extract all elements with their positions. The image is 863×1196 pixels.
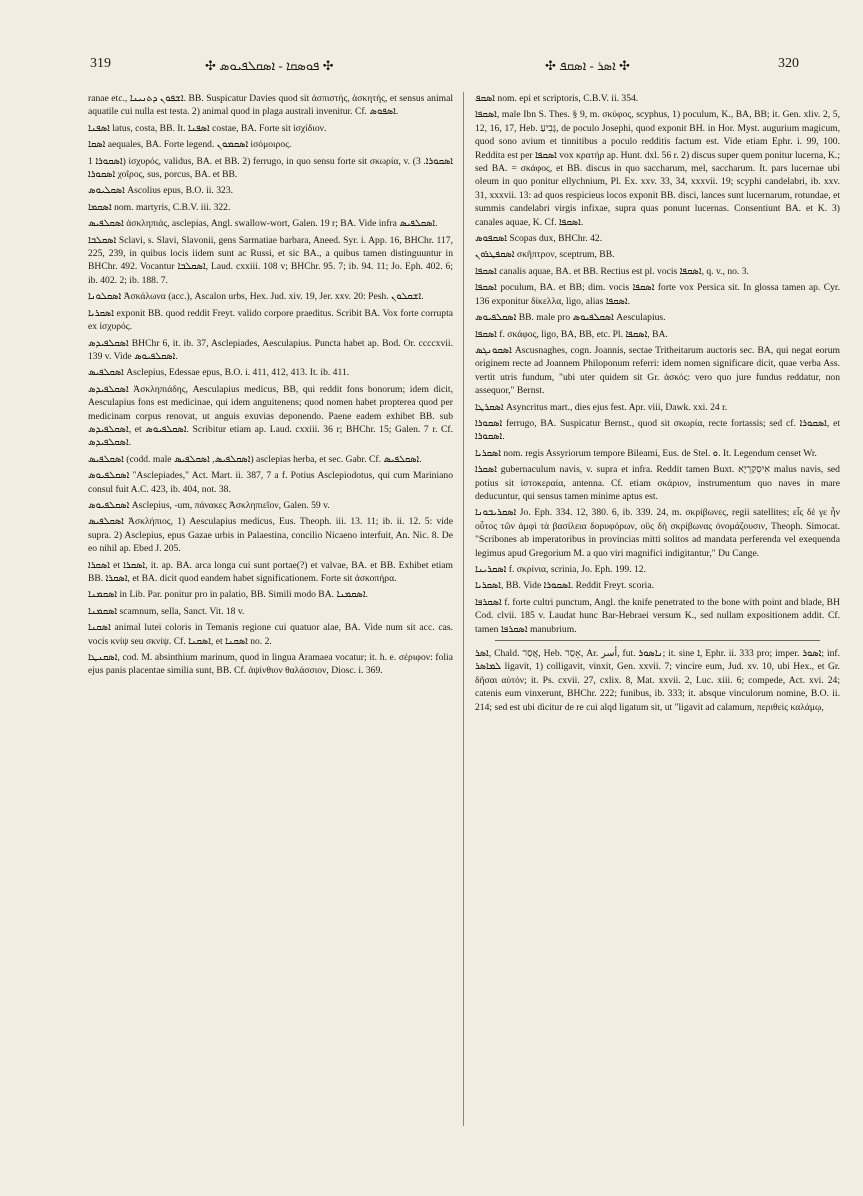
right-column [475,92,840,1136]
lexicon-entry: ranae etc., ܐܫܦܘܢ ܕܬܢܝܢܐ. BB. Suspicatur Davies quod sit ἀσπιστής, ἀσκητής, et sensus animal aquatile cui nulla est testa. 2) animal quod in plaga australi invenitur. Cf. ܐܣܦܘܣ. [88,93,453,118]
lexicon-entry: ܐܣܩܠܦܝܣ (codd. male ܐܣܩܠܦܝܣ, ܐܣܩܠܦܝܣ) asclepias herba, et sec. Gabr. Cf. ܐܣܩܠܦܝܣ. [88,453,422,465]
lexicon-entry: ܐܣܩܠܒܐ Sclavi, s. Slavi, Slavonii, gens Sarmatiae barbara, Aneed. Syr. i. App. 16, BHChr. 117, 225, 239, in quibus locis iidem sunt ac Russi, et sic BA., a quibus tamen distinguuntur in BHChr. 492. Vocantur ܐܣܩܠܒܐ, Laud. cxxiii. 108 v; BHChr. 95. 7; ib. 94. 11; Jo. Eph. 402. 6; ib. 402. 2; ib. 188. 7. [88,234,453,286]
lexicon-entry: ܐܣܩܦܐ, male Ibn S. Thes. § 9, m. σκύφος, scyphus, 1) poculum, K., BA, BB; it. Gen. xliv. 2, 5, 12, 16, 17, Heb. גָּבִיעַ, de poculo Josephi, quod exponit BH. in Hor. Myst. augurium magicum, quod sono avium et tinnitibus a poculo redditis factum est. Vide etiam Ephr. i. 99, 100. Reddita est per ܐܣܩܦܐ vox κρατήρ ap. Hunt. dxl. 56 r. 2) discus super quem ponitur lucerna, K.; sed BA. = σκάφος, et BB. discus in quo saccharum, mel, saccharum. It. pars lucernae ubi oleum in quo ponitur ellychnium, Pl. Ex. xxv. 33, 34, xxxvii. 19; scyphi candelabri, ib. xxv. 31, xxxvii. 13: ad quos respicieus locos exponit BB. disci, lances sunt lucernarum, rotundae, et summis candelabri virgis infixae, supra quas ponunt lucernas. Consentiunt BA. et K. 3) canales aquae, K. Cf. ܐܣܩܦܐ. [475,109,840,228]
lexicon-entry: ܐܣܩܘܪܐ 1) ἰσχυρός, validus, BA. et BB. 2) ferrugo, in quo sensu forte sit σκωρία, v. ܐܣܩܘܪܐ. 3) ܐܣܩܘܪܐ χοῖρος, sus, porcus, BA. et BB. [88,155,453,181]
left-running-head: ✣ ܦܘܣܩܐ - ܐܣܩܠܦܝܘܣ ✣ [205,58,334,73]
lexicon-entry: ܐܣܩܪܐ gubernaculum navis, v. supra et infra. Reddit tamen Buxt. אִיסְקַרְיָא malus navis, sed potius sit ἰστοκεραία, antenna. Cf. etiam σκάριον, instrumentum quo naves in mare deducuntur, qui sensus tamen minime aptus est. [475,464,840,502]
lexicon-entry: ܐܣܩܠܝܘܣ Ascolius epus, B.O. ii. 323. [88,185,234,197]
lexicon-entry: ܐܣܩܡܐ nom. martyris, C.B.V. iii. 322. [88,201,231,213]
lexicon-entry: ܐܣܩܦ nom. epi et scriptoris, C.B.V. ii. 354. [475,93,639,104]
lexicon-entry: ܐܣܪ, Chald. אֲסַר, Heb. אָסַר, Ar. أسر, fut. ܢܐܣܘܪ; it. sine ܐ, Ephr. ii. 333 pro; imper. ܐܣܘܪ; inf. ܠܡܐܣܪ ligavit, 1) colligavit, vinxit, Gen. xxvii. 7; vincire eum, Jud. xv. 10, ubi Hex., et Gr. δῆσαι αὐτόν; it. Ps. cxvii. 27, cxlix. 8, Mat. xxvii. 2, Luc. xiii. 6; compede, Act. xvi. 24; catenis eum vinxerunt, BHChr. 222; funibus, ib. 333; it. absque vinculorum nomine, B.O. ii. 214; sed est ubi dicitur de re cui alqd ligatum sit, ut "ligavit ad calamum, περιθεὶς καλάμῳ, [475,648,840,713]
lexicon-entry: ܐܣܩܢܛܐ, cod. M. absinthium marinum, quod in lingua Aramaea vocatur; it. h. e. σέριφον: folia ejus panis placentae similia sunt, BB. Cf. ἀψίνθιον θαλάσσιον, Diosc. i. 369. [88,652,453,677]
lexicon-entry: ܐܣܩܠܦܝܘܣ Asclepius, -um, πάνακες Ἀσκληπιεῖον, Galen. 59 v. [88,499,330,511]
lexicon-entry: ܐܣܩܦܐ canalis aquae, BA. et BB. Rectius est pl. vocis ܐܣܩܦܐ, q. v., no. 3. [475,265,749,277]
lexicon-entry: ܐܣܩܠܦܝܕܣ BHChr 6, it. ib. 37, Asclepiades, Aesculapius. Puncta habet ap. Bod. Or. ccccxvii. 139 v. Vide ܐܣܩܠܦܝܘܣ. [88,337,453,362]
page-header [0,56,863,82]
left-column [88,92,453,1136]
lexicon-entry: ܐܣܩܪܛܐ Asyncritus mart., dies ejus fest. Apr. viii, Dawk. xxi. 24 r. [475,401,728,413]
lexicon-entry: ܐܣܩܠܦܝܣ Asclepius, Edessae epus, B.O. i. 411, 412, 413. It. ib. 411. [88,367,350,379]
lexicon-entry: ܐܣܩܪܝܐ, BB. Vide ܐܣܩܘܪܐ. Reddit Freyt. scoria. [475,580,654,592]
lexicon-entry: ܐܣܩܘܪܐ ferrugo, BA. Suspicatur Bernst., quod sit σκωρία, recte fortassis; sed cf. ܐܣܩܘܪܐ, et ܐܣܩܘܪܐ. [475,417,840,443]
lexicon-entry: ܐܣܩܦܛܪܘܢ σκῆπτρον, sceptrum, BB. [475,249,615,261]
lexicon-entry: ܐܣܩܦܘܣ Scopas dux, BHChr. 42. [475,233,603,245]
lexicon-entry: ܐܣܩܠܦܝܘܣ BB. male pro ܐܣܩܠܦܝܘܣ Aesculapius. [475,312,666,324]
lexicon-entry: ܐܣܩܘܢܓܣ Ascusnaghes, cogn. Joannis, sectae Tritheitarum auctoris sec. BA, qui negat eorum originem recte ad Joannem Philoponum referri: idem nomen significare dicit, quae verba Ass. vertit utris fundum, "ubi uter quidem sit Gr. ἀσκός: vero quo jure fundus reddatur, non assequor," Bernst. [475,344,840,397]
lexicon-entry: ܐܣܩܐ aequales, BA. Forte legend. ܐܣܩܡܘܢ ἰσόμοιρος. [88,139,292,151]
lexicon-entry: ܐܣܩܪܝܐ nom. regis Assyriorum tempore Bileami, Eus. de Stel. ܘ. It. Legendum censet Wr. [475,447,817,459]
lexicon-entry: ܐܣܩܦܐ f. σκάφος, ligo, BA, BB, etc. Pl. ܐܣܩܦܐ, BA. [475,328,668,340]
lexicon-entry: ܐܣܩܪܦܐ f. forte cultri punctum, Angl. the knife penetrated to the bone with point and blade, BH Cod. clvii. 185 v. Laudat hunc Bar-Hebraei versum K., sed nullam expositionem addit. Cf. tamen ܐܣܩܪܦܐ manubrium. [475,596,840,635]
section-rule [495,640,820,641]
lexicon-entry: ܐܣܩܠܦܝܕܣ Ἀσκληπιάδης, Aesculapius medicus, BB, qui reddit fons bonorum; idem dicit, Aesculapius fons est medicinae, qui idem anguitenens; quod nomen habet propterea quod per medicinam corpus renovat, ut anguis exuvias deponendo. Paene eadem exhibet BB. sub ܐܣܩܠܦܝܕܣ, et ܐܣܩܠܦܝܘܣ. Scribitur etiam ap. Laud. cxxiii. 36 r; BHChr. 15; Galen. 7 r. Cf. ܐܣܩܠܦܝܕܣ. [88,383,453,449]
right-page-number: 320 [778,56,799,71]
left-page-number: 319 [90,56,111,71]
lexicon-entry: ܐܣܩܠܘܢܐ Ἀσκάλωνα (acc.), Ascalon urbs, Hex. Jud. xiv. 19, Jer. xxv. 20: Pesh. ܐܫܩܠܘܢ. [88,291,424,303]
lexicon-entry: ܐܣܦܢܐ latus, costa, BB. It. ܐܣܦܢܐ costae, BA. Forte sit ἰσχίδιον. [88,122,327,134]
lexicon-entry: ܐܣܩܪܝܒܘܢܐ Jo. Eph. 334. 12, 380. 6, ib. 339. 24, m. σκρίβωνες, regii satellites; εἷς δὲ γε ἦν οὗτος τῶν ἀμφὶ τὰ βασίλεια δορυφόρων, οὓς δὴ σκρίβωνας ὀνομάζουσιν, Theoph. Simocat. "Scribones ab imperatoribus in provincias mitti solitos ad mandata perferenda vel exequenda legimus apud Gregorium M. a quo viri magnifici indigitantur," Du Cange. [475,507,840,559]
lexicon-entry: ܐܣܩܪܝܐ exponit BB. quod reddit Freyt. valido corpore praeditus. Scribit BA. Vox forte corrupta ex ἰσχυρός. [88,307,453,333]
lexicon-entry: ܐܣܩܡܢܐ scamnum, sella, Sanct. Vit. 18 v. [88,605,245,617]
lexicon-entry: ܐܣܩܠܦܝܣ ἀσκληπιάς, asclepias, Angl. swallow-wort, Galen. 19 r; BA. Vide infra ܐܣܩܠܦܝܣ. [88,218,438,230]
lexicon-entry: ܐܣܩܦܐ poculum, BA. et BB; dim. vocis ܐܣܩܦܐ forte vox Persica sit. In glossa tamen ap. Cyr. 136 exponitur δίκελλα, ligo, alias ܐܣܩܦܐ. [475,282,840,307]
lexicon-entry: ܐܣܩܪܝܢܐ f. σκρίνια, scrinia, Jo. Eph. 199. 12. [475,564,646,575]
column-divider [463,92,464,1126]
lexicon-entry: ܐܣܩܠܦܝܘܣ "Asclepiades," Act. Mart. ii. 387, 7 a f. Potius Asclepiodotus, qui cum Mariniano consul fuit A.C. 423, ib. 404, not. 38. [88,470,453,495]
lexicon-entry: ܐܣܩܡܢܐ in Lib. Par. ponitur pro in palatio, BB. Simili modo BA. ܐܣܩܡܢܐ. [88,589,368,601]
right-running-head: ✣ ܐܣܪ - ܐܣܩܦ ✣ [545,58,630,73]
lexicon-entry: ܐܣܩܠܦܝܣ Ἀσκλήπιος, 1) Aesculapius medicus, Eus. Theoph. iii. 13. 11; ib. ii. 12. 5: vide supra. 2) Asclepius, epus Gazae urbis in Palaestina, concilio Nicaeno interfuit, An. Nic. 8. De eo nihil ap. Ebed J. 205. [88,516,453,555]
lexicon-entry: ܐܣܩܪܐ et ܐܣܩܪܐ, it. ap. BA. arca longa cui sunt portae(?) et valvae, BA. et BB. Exhibet etiam BB. ܐܣܩܪܐ, et BA. dicit quod eandem habet significationem. Forte sit ἀσκοπήρα. [88,559,453,584]
lexicon-entry: ܐܣܩܢܐ animal lutei coloris in Temanis regione cui quatuor alae, BA. Vide num sit acc. cas. vocis κνίψ seu σκνίψ. Cf. ܐܣܩܢܐ, et ܐܣܩܢܐ no. 2. [88,622,453,647]
